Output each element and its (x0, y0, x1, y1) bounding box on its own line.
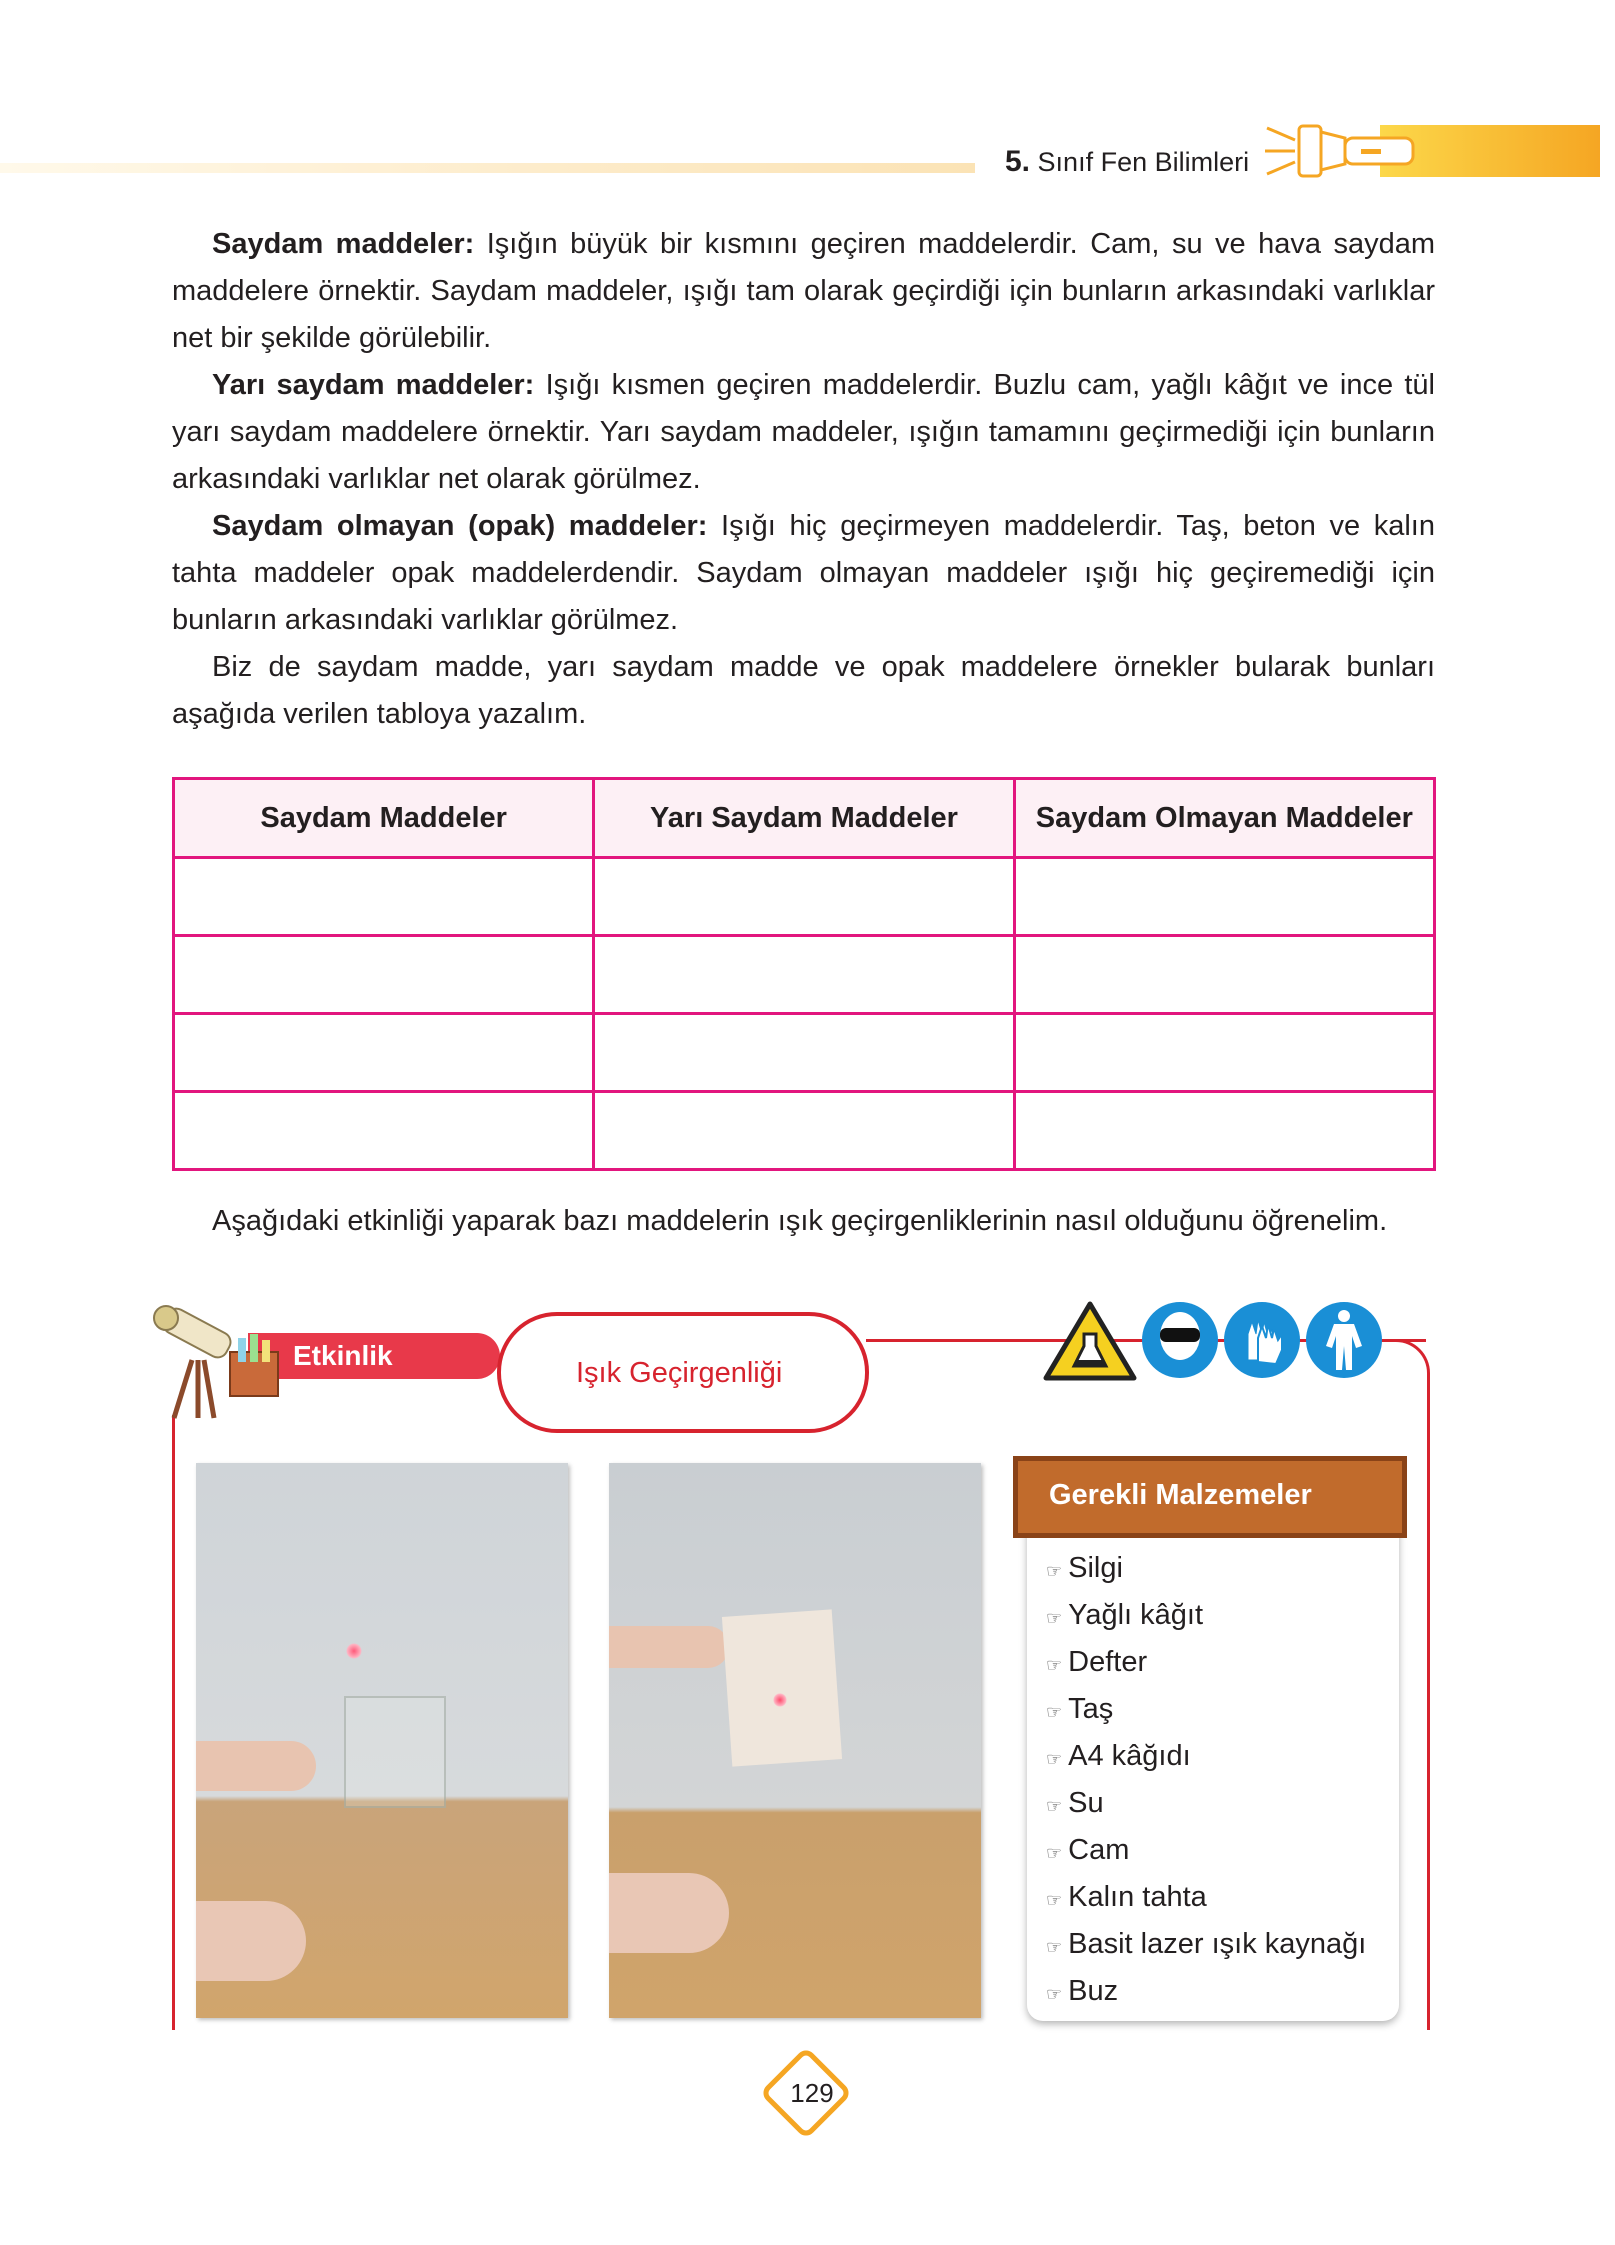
paragraph-instruction: Biz de saydam madde, yarı saydam madde ve opak maddelere örnekler bularak bunları aşağıda verilen tabloya yazalım. (172, 651, 1435, 730)
paragraph-opak: Saydam olmayan (opak) maddeler: Işığı hiç geçirmeyen maddelerdir. Taş, beton ve kalın tahta maddeler opak maddelerdendir. Saydam olmayan maddeler ışığı hiç geçiremediği için bunların arkasındaki varlıklar görülmez. (172, 510, 1435, 636)
table-cell[interactable] (1014, 1014, 1434, 1092)
table-cell[interactable] (174, 858, 594, 936)
pointing-hand-icon: ☞ (1046, 1984, 1063, 2004)
list-item: ☞ Taş (1046, 1693, 1114, 1725)
oiled-paper (722, 1609, 842, 1766)
table-cell[interactable] (1014, 1092, 1434, 1170)
table-cell[interactable] (174, 1092, 594, 1170)
paragraph-yari-saydam: Yarı saydam maddeler: Işığı kısmen geçiren maddelerdir. Buzlu cam, yağlı kâğıt ve ince tül yarı saydam maddelere örnektir. Yarı saydam maddeler, ışığın tamamını geçirmediği için bunların arkasındaki varlıklar net olarak görülmez. (172, 369, 1435, 495)
activity-tab: Etkinlik (248, 1333, 500, 1379)
list-item: ☞ Su (1046, 1787, 1104, 1819)
goggles-icon (1140, 1300, 1220, 1380)
table-header-row (174, 779, 1435, 858)
table-cell[interactable] (594, 1014, 1014, 1092)
pointing-hand-icon: ☞ (1046, 1561, 1063, 1581)
activity-instruction: Aşağıdaki etkinliği yaparak bazı maddelerin ışık geçirgenliklerinin nasıl olduğunu öğrenelim. (212, 1205, 1388, 1237)
header-rule (0, 163, 975, 173)
header-subject: Sınıf Fen Bilimleri (1037, 147, 1250, 177)
table-row (174, 1014, 1435, 1092)
table-row (174, 936, 1435, 1014)
pointing-hand-icon: ☞ (1046, 1702, 1063, 1722)
activity-frame-left (172, 1415, 175, 2030)
telescope-icon (152, 1290, 287, 1425)
hand-top (196, 1741, 316, 1791)
table-row (174, 1092, 1435, 1170)
table-cell[interactable] (174, 1014, 594, 1092)
header-title (1005, 145, 1249, 179)
list-item: ☞ Yağlı kâğıt (1046, 1599, 1204, 1631)
hand-top (609, 1626, 729, 1668)
laser-dot (773, 1693, 787, 1707)
lab-coat-icon (1304, 1300, 1384, 1380)
header-grade: 5. (1005, 145, 1031, 178)
table-row (174, 858, 1435, 936)
activity-title: Işık Geçirgenliği (576, 1357, 783, 1389)
glass-pane (344, 1696, 446, 1808)
hand-bottom (609, 1873, 729, 1953)
list-item: ☞ Kalın tahta (1046, 1881, 1207, 1913)
pointing-hand-icon: ☞ (1046, 1749, 1063, 1769)
laser-dot (346, 1643, 362, 1659)
paragraph-saydam: Saydam maddeler: Işığın büyük bir kısmını geçiren maddelerdir. Cam, su ve hava saydam maddelere örnektir. Saydam maddeler, ışığı tam olarak geçirdiği için bunların arkasındaki varlıklar net bir şekilde görülebilir. (172, 228, 1436, 354)
pointing-hand-icon: ☞ (1046, 1608, 1063, 1628)
experiment-photo-glass (196, 1463, 568, 2018)
flashlight-icon (1265, 118, 1415, 184)
table-header-opak: Saydam Olmayan Maddeler (1014, 779, 1434, 858)
pointing-hand-icon: ☞ (1046, 1937, 1063, 1957)
chemical-warning-icon (1042, 1300, 1138, 1382)
body-text (172, 221, 1435, 738)
pointing-hand-icon: ☞ (1046, 1843, 1063, 1863)
pointing-hand-icon: ☞ (1046, 1655, 1063, 1675)
list-item: ☞ A4 kâğıdı (1046, 1740, 1191, 1772)
experiment-photo-paper (609, 1463, 981, 2018)
list-item: ☞ Cam (1046, 1834, 1130, 1866)
materials-title: Gerekli Malzemeler (1049, 1479, 1312, 1511)
table-cell[interactable] (1014, 858, 1434, 936)
table-cell[interactable] (594, 1092, 1014, 1170)
list-item: ☞ Silgi (1046, 1552, 1123, 1584)
table-cell[interactable] (1014, 936, 1434, 1014)
pointing-hand-icon: ☞ (1046, 1796, 1063, 1816)
pointing-hand-icon: ☞ (1046, 1890, 1063, 1910)
table-cell[interactable] (174, 936, 594, 1014)
hand-bottom (196, 1901, 306, 1981)
table-cell[interactable] (594, 936, 1014, 1014)
list-item: ☞ Buz (1046, 1975, 1119, 2007)
table-header-yari-saydam: Yarı Saydam Maddeler (594, 779, 1014, 858)
list-item: ☞ Defter (1046, 1646, 1148, 1678)
page-number: 129 (790, 2078, 834, 2108)
table-cell[interactable] (594, 858, 1014, 936)
activity-frame-corner (1380, 1339, 1430, 1399)
table-header-saydam: Saydam Maddeler (174, 779, 594, 858)
gloves-icon (1222, 1300, 1302, 1380)
activity-frame-right (1427, 1395, 1430, 2030)
list-item: ☞ Basit lazer ışık kaynağı (1046, 1928, 1367, 1960)
materials-table (172, 777, 1436, 1171)
